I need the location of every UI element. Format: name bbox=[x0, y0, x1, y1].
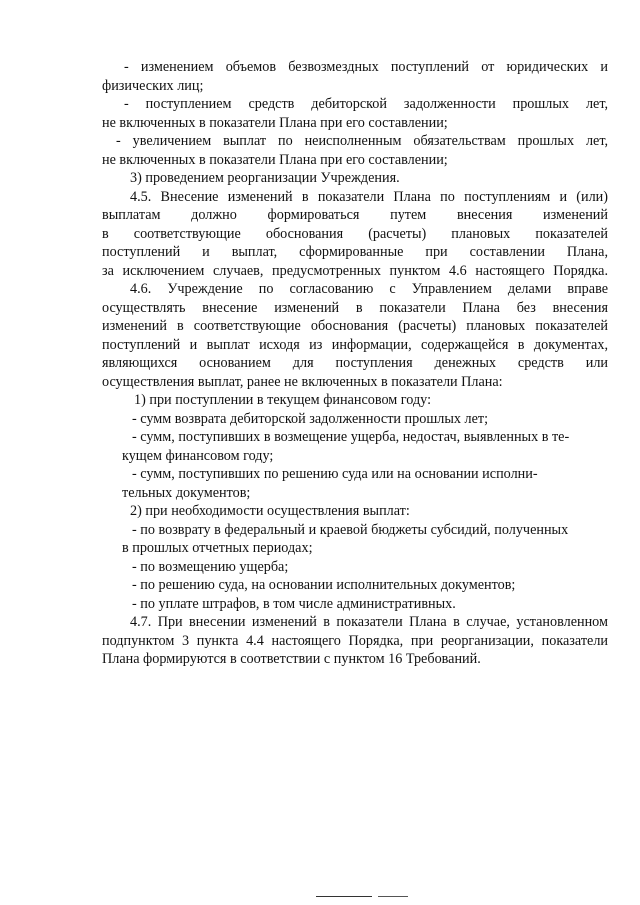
text-line: 4.7. При внесении изменений в показатели Плана в случае, установленном bbox=[130, 614, 608, 630]
text-line: 4.6. Учреждение по согласованию с Управлением делами вправе bbox=[130, 281, 608, 297]
text-line: в соответствующие обоснования (расчеты) плановых показателей bbox=[102, 225, 608, 242]
text-line: 3) проведением реорганизации Учреждения. bbox=[130, 170, 400, 186]
text-line: не включенных в показатели Плана при его составлении; bbox=[102, 151, 448, 168]
text-line: подпунктом 3 пункта 4.4 настоящего Порядка, при реорганизации, показатели bbox=[102, 632, 608, 649]
text-line: - увеличением выплат по неисполненным обязательствам прошлых лет, bbox=[116, 133, 608, 149]
text-line: в прошлых отчетных периодах; bbox=[122, 540, 313, 556]
text-line: - по решению суда, на основании исполнительных документов; bbox=[132, 577, 516, 593]
text-line: Плана формируются в соответствии с пунктом 16 Требований. bbox=[102, 651, 481, 667]
text-line: 2) при необходимости осуществления выплат: bbox=[130, 503, 410, 519]
text-line: за исключением случаев, предусмотренных пунктом 4.6 настоящего Порядка. bbox=[102, 262, 608, 279]
text-line: выплатам должно формироваться путем внесения изменений bbox=[102, 207, 608, 223]
document-body bbox=[102, 58, 608, 669]
text-line: - сумм, поступивших в возмещение ущерба, недостач, выявленных в те- bbox=[132, 429, 570, 445]
text-line: 1) при поступлении в текущем финансовом году: bbox=[134, 392, 432, 408]
text-line: 4.5. Внесение изменений в показатели Плана по поступлениям и (или) bbox=[130, 188, 608, 205]
text-line: являющихся основанием для поступления денежных средств или bbox=[102, 355, 608, 371]
text-line: - по уплате штрафов, в том числе административных. bbox=[132, 595, 456, 612]
text-line: физических лиц; bbox=[102, 77, 204, 94]
text-line: - поступлением средств дебиторской задолженности прошлых лет, bbox=[124, 96, 608, 112]
scan-artifact-line bbox=[378, 896, 408, 897]
text-line: кущем финансовом году; bbox=[122, 447, 274, 464]
text-line: - по возврату в федеральный и краевой бюджеты субсидий, полученных bbox=[132, 521, 569, 538]
scan-artifact-line bbox=[316, 896, 372, 897]
text-line: осуществлять внесение изменений в показатели Плана без внесения bbox=[102, 299, 608, 316]
text-line: поступлений и выплат, сформированные при составлении Плана, bbox=[102, 244, 608, 260]
text-line: - по возмещению ущерба; bbox=[132, 558, 289, 575]
text-line: изменений в соответствующие обоснования (расчеты) плановых показателей bbox=[102, 318, 608, 334]
text-line: - сумм, поступивших по решению суда или на основании исполни- bbox=[132, 466, 538, 482]
text-line: тельных документов; bbox=[122, 484, 251, 501]
text-line: осуществления выплат, ранее не включенных в показатели Плана: bbox=[102, 373, 503, 390]
text-line: поступлений и выплат исходя из информации, содержащейся в документах, bbox=[102, 336, 608, 353]
text-line: - изменением объемов безвозмездных поступлений от юридических и bbox=[124, 59, 608, 75]
text-line: - сумм возврата дебиторской задолженности прошлых лет; bbox=[132, 410, 489, 427]
text-line: не включенных в показатели Плана при его составлении; bbox=[102, 114, 448, 131]
